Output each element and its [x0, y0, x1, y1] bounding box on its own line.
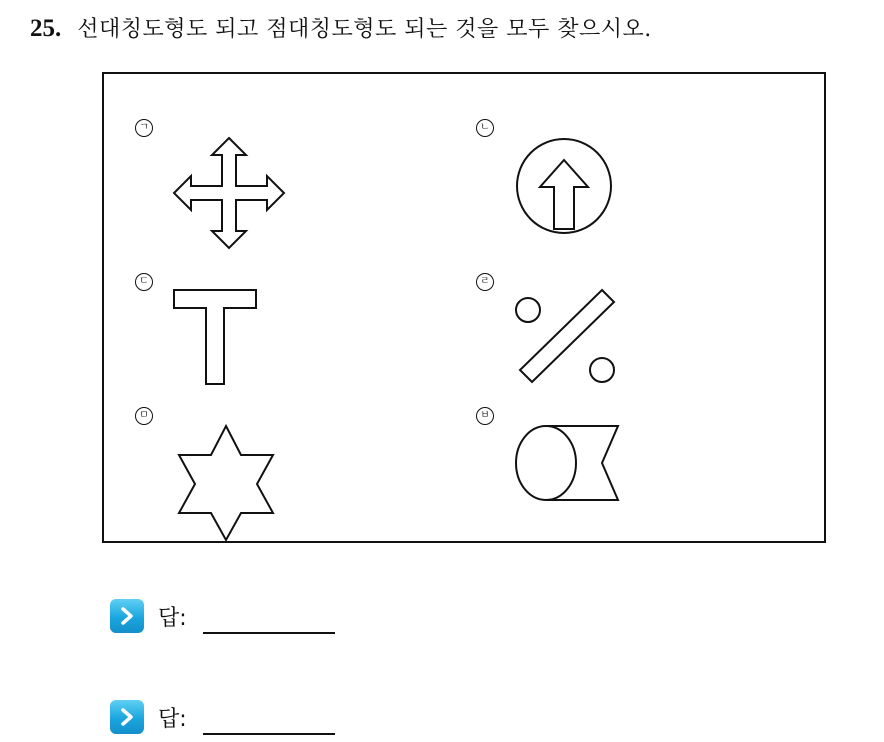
- figure-label-f: ㅂ: [476, 407, 494, 425]
- answer-blank[interactable]: [203, 733, 335, 735]
- answer-label: 답:: [158, 605, 187, 631]
- answer-label: 답:: [158, 706, 187, 732]
- figure-label-a: ㄱ: [135, 119, 153, 137]
- chevron-right-icon: [110, 599, 144, 633]
- answer-blank[interactable]: [203, 632, 335, 634]
- question-number: 25.: [30, 15, 62, 42]
- cylinder-notch-figure: [514, 424, 624, 504]
- figure-label-e: ㅁ: [135, 407, 153, 425]
- answer-row-2: [110, 699, 335, 735]
- percent-sign-figure: [512, 288, 620, 386]
- up-arrow-circle-figure: [514, 136, 614, 236]
- figure-label-d: ㄹ: [476, 273, 494, 291]
- figure-label-c: ㄷ: [135, 273, 153, 291]
- figure-box: [102, 72, 826, 543]
- question-text: 선대칭도형도 되고 점대칭도형도 되는 것을 모두 찾으시오.: [77, 17, 652, 42]
- figure-label-b: ㄴ: [476, 119, 494, 137]
- chevron-right-icon: [110, 700, 144, 734]
- answer-row-1: [110, 598, 335, 634]
- question-header: [30, 12, 652, 43]
- six-pointed-star-figure: [174, 424, 278, 542]
- four-way-arrow-figure: [172, 136, 286, 250]
- letter-t-figure: [172, 288, 258, 386]
